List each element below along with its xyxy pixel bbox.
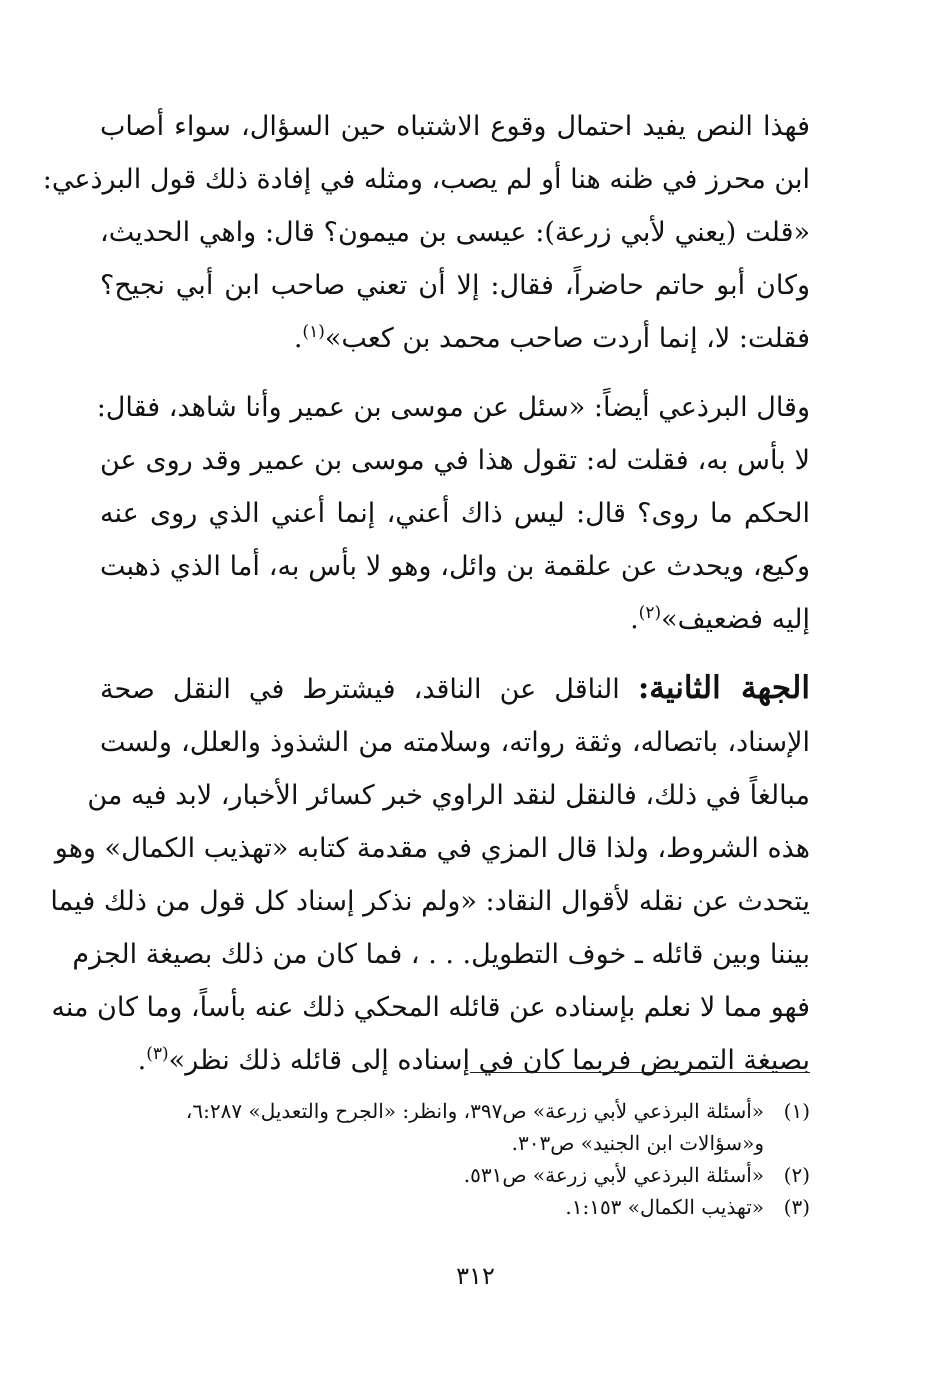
footnote-number: (٢)	[783, 1163, 810, 1187]
sentence-end: .	[630, 604, 639, 635]
text-line-content: الناقل عن الناقد، فيشترط في النقل صحة	[100, 674, 620, 705]
section-heading: الجهة الثانية:	[637, 670, 810, 706]
paragraph-1	[42, 100, 810, 365]
footnote-line: «أسئلة البرذعي لأبي زرعة» ص٣٩٧، وانظر: «الجرح والتعديل» ٦:٢٨٧،	[185, 1099, 764, 1123]
footnote-ref-1: (١)	[302, 322, 325, 342]
footnote-1	[100, 1095, 810, 1159]
sentence-end: .	[137, 1045, 147, 1076]
footnote-line: «أسئلة البرذعي لأبي زرعة» ص٥٣١.	[463, 1163, 764, 1187]
footnote-3	[100, 1191, 810, 1223]
text-line-content: إليه فضعيف»	[661, 604, 810, 635]
footnote-text	[100, 1159, 764, 1191]
text-line: بيننا وبين قائله ـ خوف التطويل. . . ، فما كان من ذلك بصيغة الجزم	[72, 939, 810, 970]
footnote-number: (٣)	[783, 1195, 810, 1219]
footnote-separator	[470, 1072, 810, 1073]
text-line: الحكم ما روى؟ قال: ليس ذاك أعني، إنما أعني الذي روى عنه	[100, 498, 810, 529]
text-line: مبالغاً في ذلك، فالنقل لنقد الراوي خبر كسائر الأخبار، لابد فيه من	[87, 780, 810, 811]
text-line: هذه الشروط، ولذا قال المزي في مقدمة كتابه «تهذيب الكمال» وهو	[54, 833, 810, 864]
text-line: فهو مما لا نعلم بإسناده عن قائله المحكي ذلك عنه بأساً، وما كان منه	[51, 992, 810, 1023]
text-line: «قلت (يعني لأبي زرعة): عيسى بن ميمون؟ قال: واهي الحديث،	[100, 217, 810, 248]
footnotes	[100, 1095, 810, 1223]
text-line: ابن محرز في ظنه هنا أو لم يصب، ومثله في إفادة ذلك قول البرذعي:	[42, 164, 810, 195]
sentence-end: .	[293, 323, 303, 354]
text-line-content: بصيغة التمريض فربما كان في إسناده إلى قائله ذلك نظر»	[168, 1045, 810, 1076]
footnote-text	[100, 1095, 764, 1159]
text-line	[100, 593, 810, 646]
text-line: وكيع، ويحدث عن علقمة بن وائل، وهو لا بأس به، أما الذي ذهبت	[100, 551, 810, 582]
page-number: ٣١٢	[456, 1262, 495, 1290]
text-line: فهذا النص يفيد احتمال وقوع الاشتباه حين السؤال، سواء أصاب	[100, 111, 810, 142]
text-line-content: فقلت: لا، إنما أردت صاحب محمد بن كعب»	[324, 323, 810, 354]
text-line: وكان أبو حاتم حاضراً، فقال: إلا أن تعني صاحب ابن أبي نجيح؟	[100, 270, 810, 301]
footnote-ref-2: (٢)	[638, 603, 662, 623]
text-line	[100, 312, 810, 365]
main-text	[42, 100, 810, 1087]
footnote-line: «تهذيب الكمال» ١:١٥٣.	[565, 1195, 764, 1219]
text-line: الإسناد، باتصاله، وثقة رواته، وسلامته من الشذوذ والعلل، ولست	[100, 727, 810, 758]
footnote-line: و«سؤالات ابن الجنيد» ص٣٠٣.	[511, 1131, 764, 1155]
footnote-number: (١)	[783, 1099, 810, 1123]
footnote-ref-3: (٣)	[146, 1044, 169, 1064]
text-line: وقال البرذعي أيضاً: «سئل عن موسى بن عمير وأنا شاهد، فقال:	[96, 392, 810, 423]
text-line: يتحدث عن نقله لأقوال النقاد: «ولم نذكر إسناد كل قول من ذلك فيما	[50, 886, 810, 917]
footnote-text	[100, 1191, 764, 1223]
paragraph-3	[50, 662, 810, 1087]
footnote-2	[100, 1159, 810, 1191]
text-line	[100, 1034, 810, 1087]
text-line	[100, 662, 810, 716]
paragraph-2	[96, 381, 810, 646]
text-line: لا بأس به، فقلت له: تقول هذا في موسى بن عمير وقد روى عن	[100, 445, 810, 476]
